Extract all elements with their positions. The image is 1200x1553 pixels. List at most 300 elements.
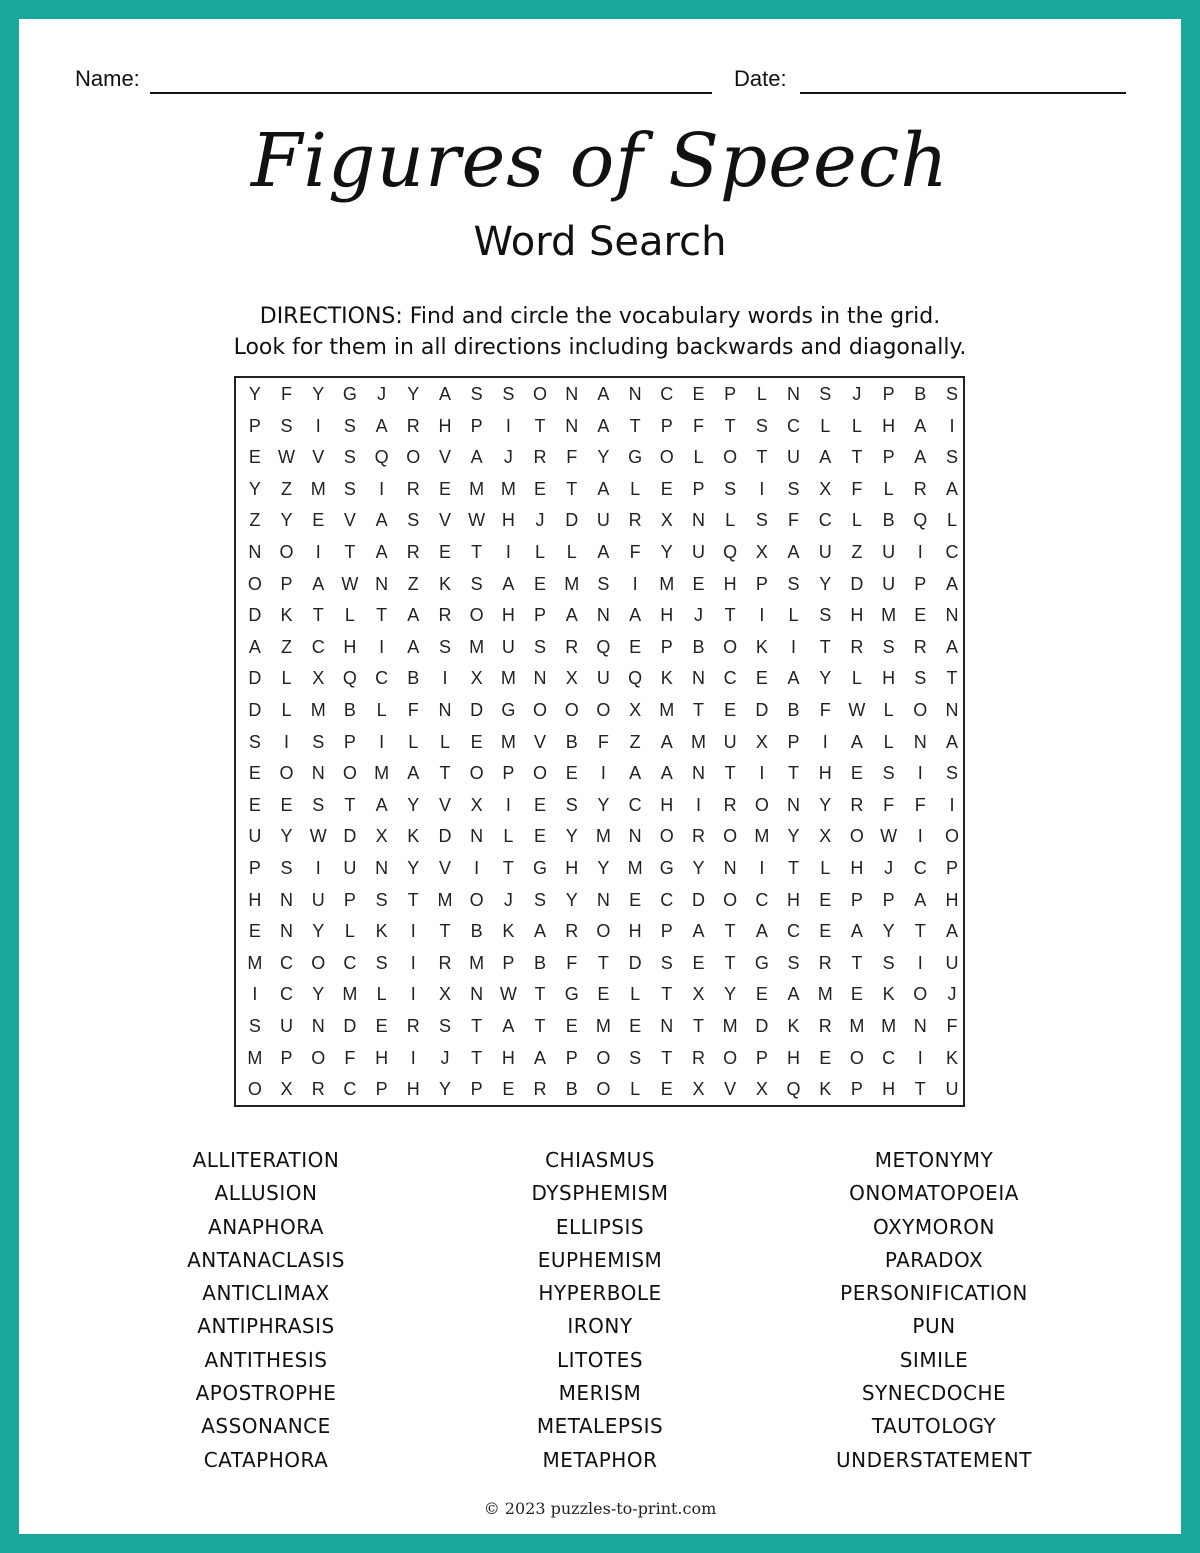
grid-letter[interactable]: M bbox=[595, 826, 611, 847]
grid-letter[interactable]: A bbox=[438, 384, 451, 404]
grid-letter[interactable]: S bbox=[724, 478, 737, 499]
grid-letter[interactable]: N bbox=[691, 763, 705, 784]
grid-letter[interactable]: N bbox=[787, 794, 801, 815]
grid-letter[interactable]: T bbox=[407, 889, 419, 910]
grid-letter[interactable]: S bbox=[660, 952, 673, 973]
grid-letter[interactable]: I bbox=[505, 794, 511, 815]
grid-letter[interactable]: O bbox=[406, 447, 421, 468]
grid-letter[interactable]: R bbox=[438, 605, 452, 626]
grid-letter[interactable]: K bbox=[819, 1079, 832, 1100]
grid-letter[interactable]: K bbox=[502, 921, 515, 942]
grid-letter[interactable]: A bbox=[375, 542, 388, 562]
grid-letter[interactable]: H bbox=[787, 1047, 801, 1068]
grid-letter[interactable]: Y bbox=[407, 384, 420, 404]
grid-letter[interactable]: Y bbox=[565, 826, 578, 847]
grid-letter[interactable]: U bbox=[596, 510, 610, 531]
grid-letter[interactable]: D bbox=[850, 573, 864, 594]
grid-letter[interactable]: C bbox=[660, 384, 674, 404]
grid-letter[interactable]: A bbox=[850, 731, 863, 752]
grid-letter[interactable]: N bbox=[945, 700, 959, 720]
grid-letter[interactable]: E bbox=[597, 984, 610, 1005]
grid-letter[interactable]: P bbox=[502, 952, 515, 973]
grid-letter[interactable]: I bbox=[917, 1047, 923, 1068]
grid-letter[interactable]: P bbox=[375, 1079, 388, 1100]
grid-letter[interactable]: I bbox=[315, 542, 321, 562]
grid-letter[interactable]: A bbox=[660, 731, 673, 752]
grid-letter[interactable]: P bbox=[343, 889, 356, 910]
grid-letter[interactable]: W bbox=[468, 510, 486, 531]
grid-letter[interactable]: A bbox=[534, 1047, 547, 1068]
grid-letter[interactable]: S bbox=[534, 889, 547, 910]
grid-letter[interactable]: I bbox=[315, 415, 321, 436]
grid-letter[interactable]: E bbox=[565, 763, 578, 784]
grid-letter[interactable]: B bbox=[470, 921, 483, 942]
grid-letter[interactable]: O bbox=[723, 447, 738, 468]
grid-letter[interactable]: M bbox=[722, 1016, 738, 1036]
grid-letter[interactable]: R bbox=[406, 542, 420, 562]
grid-letter[interactable]: L bbox=[439, 731, 450, 752]
grid-letter[interactable]: O bbox=[596, 921, 611, 942]
grid-letter[interactable]: S bbox=[755, 510, 768, 531]
grid-letter[interactable]: Y bbox=[819, 794, 832, 815]
grid-letter[interactable]: A bbox=[597, 542, 610, 562]
grid-letter[interactable]: C bbox=[280, 952, 294, 973]
grid-letter[interactable]: L bbox=[820, 415, 831, 436]
grid-letter[interactable]: E bbox=[248, 763, 261, 784]
grid-letter[interactable]: U bbox=[501, 636, 515, 657]
grid-letter[interactable]: S bbox=[882, 636, 895, 657]
grid-letter[interactable]: X bbox=[470, 794, 483, 815]
grid-letter[interactable]: O bbox=[279, 542, 294, 562]
grid-letter[interactable]: O bbox=[944, 826, 959, 847]
grid-letter[interactable]: E bbox=[755, 984, 768, 1005]
grid-letter[interactable]: D bbox=[755, 1016, 769, 1036]
grid-letter[interactable]: S bbox=[597, 573, 610, 594]
grid-letter[interactable]: T bbox=[692, 1016, 704, 1036]
grid-letter[interactable]: H bbox=[501, 605, 515, 626]
grid-letter[interactable]: S bbox=[343, 415, 356, 436]
grid-letter[interactable]: S bbox=[787, 478, 800, 499]
grid-letter[interactable]: T bbox=[566, 478, 578, 499]
grid-letter[interactable]: A bbox=[914, 415, 927, 436]
grid-letter[interactable]: F bbox=[946, 1016, 958, 1036]
grid-letter[interactable]: T bbox=[724, 921, 736, 942]
grid-letter[interactable]: H bbox=[723, 573, 737, 594]
grid-letter[interactable]: P bbox=[945, 858, 958, 878]
grid-letter[interactable]: K bbox=[407, 826, 420, 847]
grid-letter[interactable]: D bbox=[691, 889, 705, 910]
grid-letter[interactable]: F bbox=[597, 731, 609, 752]
grid-letter[interactable]: S bbox=[248, 1016, 261, 1036]
grid-letter[interactable]: F bbox=[883, 794, 895, 815]
grid-letter[interactable]: A bbox=[597, 415, 610, 436]
grid-letter[interactable]: A bbox=[565, 605, 578, 626]
grid-letter[interactable]: G bbox=[754, 952, 769, 973]
grid-letter[interactable]: H bbox=[660, 794, 674, 815]
grid-letter[interactable]: A bbox=[692, 921, 705, 942]
grid-letter[interactable]: S bbox=[945, 384, 958, 404]
grid-letter[interactable]: T bbox=[629, 415, 641, 436]
grid-letter[interactable]: R bbox=[406, 1016, 420, 1036]
grid-letter[interactable]: T bbox=[661, 1047, 673, 1068]
grid-letter[interactable]: N bbox=[438, 700, 452, 720]
grid-letter[interactable]: L bbox=[630, 984, 641, 1005]
grid-letter[interactable]: E bbox=[819, 889, 832, 910]
grid-letter[interactable]: L bbox=[630, 478, 641, 499]
grid-letter[interactable]: M bbox=[564, 573, 580, 594]
grid-letter[interactable]: O bbox=[849, 1047, 864, 1068]
grid-letter[interactable]: L bbox=[408, 731, 419, 752]
grid-letter[interactable]: U bbox=[882, 542, 896, 562]
grid-letter[interactable]: P bbox=[882, 889, 895, 910]
grid-letter[interactable]: M bbox=[437, 889, 453, 910]
grid-letter[interactable]: A bbox=[660, 763, 673, 784]
grid-letter[interactable]: E bbox=[692, 384, 705, 404]
grid-letter[interactable]: A bbox=[248, 636, 261, 657]
grid-letter[interactable]: F bbox=[692, 415, 704, 436]
grid-letter[interactable]: I bbox=[379, 731, 385, 752]
grid-letter[interactable]: R bbox=[913, 636, 927, 657]
grid-letter[interactable]: T bbox=[914, 1079, 926, 1100]
grid-letter[interactable]: I bbox=[284, 731, 290, 752]
grid-letter[interactable]: R bbox=[533, 1079, 547, 1100]
grid-letter[interactable]: C bbox=[343, 952, 357, 973]
grid-letter[interactable]: O bbox=[311, 1047, 326, 1068]
grid-letter[interactable]: Z bbox=[281, 636, 293, 657]
grid-letter[interactable]: T bbox=[471, 542, 483, 562]
grid-letter[interactable]: H bbox=[343, 636, 357, 657]
grid-letter[interactable]: L bbox=[503, 826, 514, 847]
grid-letter[interactable]: I bbox=[315, 858, 321, 878]
grid-letter[interactable]: V bbox=[438, 447, 451, 468]
grid-letter[interactable]: D bbox=[628, 952, 642, 973]
grid-letter[interactable]: I bbox=[695, 794, 701, 815]
grid-letter[interactable]: E bbox=[629, 636, 642, 657]
grid-letter[interactable]: I bbox=[917, 826, 923, 847]
grid-letter[interactable]: Q bbox=[342, 668, 357, 689]
grid-letter[interactable]: S bbox=[248, 731, 261, 752]
grid-letter[interactable]: Z bbox=[407, 573, 419, 594]
grid-letter[interactable]: A bbox=[945, 573, 958, 594]
grid-letter[interactable]: M bbox=[627, 858, 643, 878]
grid-letter[interactable]: P bbox=[787, 731, 800, 752]
grid-letter[interactable]: H bbox=[501, 1047, 515, 1068]
grid-letter[interactable]: A bbox=[819, 447, 832, 468]
grid-letter[interactable]: P bbox=[914, 573, 927, 594]
grid-letter[interactable]: X bbox=[312, 668, 325, 689]
grid-letter[interactable]: E bbox=[502, 1079, 515, 1100]
grid-letter[interactable]: X bbox=[755, 1079, 768, 1100]
grid-letter[interactable]: C bbox=[628, 794, 642, 815]
grid-letter[interactable]: K bbox=[882, 984, 895, 1005]
grid-letter[interactable]: E bbox=[660, 478, 673, 499]
grid-letter[interactable]: U bbox=[343, 858, 357, 878]
grid-letter[interactable]: L bbox=[851, 668, 862, 689]
grid-letter[interactable]: G bbox=[342, 384, 357, 404]
grid-letter[interactable]: G bbox=[659, 858, 674, 878]
grid-letter[interactable]: O bbox=[533, 763, 548, 784]
grid-letter[interactable]: P bbox=[280, 1047, 293, 1068]
grid-letter[interactable]: E bbox=[819, 921, 832, 942]
grid-letter[interactable]: J bbox=[884, 858, 894, 878]
grid-letter[interactable]: T bbox=[851, 952, 863, 973]
grid-letter[interactable]: A bbox=[502, 1016, 515, 1036]
grid-letter[interactable]: L bbox=[820, 858, 831, 878]
grid-letter[interactable]: E bbox=[248, 794, 261, 815]
grid-letter[interactable]: F bbox=[851, 478, 863, 499]
grid-letter[interactable]: M bbox=[754, 826, 770, 847]
grid-letter[interactable]: S bbox=[438, 1016, 451, 1036]
grid-letter[interactable]: U bbox=[596, 668, 610, 689]
grid-letter[interactable]: T bbox=[724, 763, 736, 784]
grid-letter[interactable]: E bbox=[850, 763, 863, 784]
grid-letter[interactable]: M bbox=[469, 952, 485, 973]
grid-letter[interactable]: T bbox=[724, 605, 736, 626]
grid-letter[interactable]: X bbox=[438, 984, 451, 1005]
grid-letter[interactable]: I bbox=[505, 542, 511, 562]
grid-letter[interactable]: N bbox=[470, 984, 484, 1005]
grid-letter[interactable]: I bbox=[410, 952, 416, 973]
grid-letter[interactable]: Q bbox=[596, 636, 611, 657]
grid-letter[interactable]: H bbox=[882, 415, 896, 436]
grid-letter[interactable]: C bbox=[945, 542, 959, 562]
grid-letter[interactable]: R bbox=[691, 826, 705, 847]
grid-letter[interactable]: H bbox=[818, 763, 832, 784]
grid-letter[interactable]: Y bbox=[597, 794, 610, 815]
grid-letter[interactable]: R bbox=[406, 478, 420, 499]
grid-letter[interactable]: F bbox=[281, 384, 293, 404]
grid-letter[interactable]: I bbox=[379, 636, 385, 657]
grid-letter[interactable]: N bbox=[280, 889, 294, 910]
grid-letter[interactable]: T bbox=[344, 542, 356, 562]
grid-letter[interactable]: U bbox=[787, 447, 801, 468]
grid-letter[interactable]: X bbox=[755, 542, 768, 562]
grid-letter[interactable]: Y bbox=[660, 542, 673, 562]
grid-letter[interactable]: A bbox=[375, 510, 388, 531]
grid-letter[interactable]: O bbox=[342, 763, 357, 784]
grid-letter[interactable]: X bbox=[375, 826, 388, 847]
grid-letter[interactable]: V bbox=[438, 858, 451, 878]
grid-letter[interactable]: O bbox=[469, 605, 484, 626]
grid-letter[interactable]: L bbox=[376, 700, 387, 720]
grid-letter[interactable]: L bbox=[851, 415, 862, 436]
grid-letter[interactable]: H bbox=[628, 921, 642, 942]
grid-letter[interactable]: O bbox=[659, 826, 674, 847]
grid-letter[interactable]: Q bbox=[628, 668, 643, 689]
grid-letter[interactable]: L bbox=[883, 731, 894, 752]
grid-letter[interactable]: M bbox=[374, 763, 390, 784]
grid-letter[interactable]: C bbox=[818, 510, 832, 531]
grid-letter[interactable]: C bbox=[311, 636, 325, 657]
grid-letter[interactable]: X bbox=[629, 700, 642, 720]
grid-letter[interactable]: N bbox=[660, 1016, 674, 1036]
grid-letter[interactable]: F bbox=[566, 447, 578, 468]
grid-letter[interactable]: F bbox=[629, 542, 641, 562]
grid-letter[interactable]: C bbox=[913, 858, 927, 878]
grid-letter[interactable]: H bbox=[850, 605, 864, 626]
grid-letter[interactable]: T bbox=[819, 636, 831, 657]
grid-letter[interactable]: M bbox=[310, 700, 326, 720]
grid-letter[interactable]: D bbox=[438, 826, 452, 847]
grid-letter[interactable]: Q bbox=[913, 510, 928, 531]
grid-letter[interactable]: U bbox=[945, 1079, 959, 1100]
grid-letter[interactable]: K bbox=[280, 605, 293, 626]
grid-letter[interactable]: S bbox=[280, 858, 293, 878]
grid-letter[interactable]: D bbox=[248, 700, 262, 720]
grid-letter[interactable]: I bbox=[410, 1047, 416, 1068]
grid-letter[interactable]: O bbox=[279, 763, 294, 784]
grid-letter[interactable]: R bbox=[723, 794, 737, 815]
grid-letter[interactable]: Y bbox=[724, 984, 737, 1005]
date-field[interactable] bbox=[800, 92, 1126, 94]
grid-letter[interactable]: S bbox=[343, 478, 356, 499]
grid-letter[interactable]: I bbox=[917, 542, 923, 562]
grid-letter[interactable]: I bbox=[759, 605, 765, 626]
grid-letter[interactable]: B bbox=[565, 1079, 578, 1100]
grid-letter[interactable]: L bbox=[376, 984, 387, 1005]
grid-letter[interactable]: L bbox=[883, 478, 894, 499]
grid-letter[interactable]: O bbox=[596, 1047, 611, 1068]
grid-letter[interactable]: X bbox=[755, 731, 768, 752]
grid-letter[interactable]: N bbox=[628, 384, 642, 404]
grid-letter[interactable]: S bbox=[312, 794, 325, 815]
grid-letter[interactable]: Y bbox=[407, 858, 420, 878]
grid-letter[interactable]: S bbox=[882, 763, 895, 784]
grid-letter[interactable]: T bbox=[471, 1047, 483, 1068]
grid-letter[interactable]: M bbox=[247, 1047, 263, 1068]
grid-letter[interactable]: H bbox=[882, 668, 896, 689]
grid-letter[interactable]: P bbox=[755, 1047, 768, 1068]
grid-letter[interactable]: P bbox=[660, 921, 673, 942]
grid-letter[interactable]: Q bbox=[786, 1079, 801, 1100]
grid-letter[interactable]: I bbox=[759, 763, 765, 784]
grid-letter[interactable]: L bbox=[883, 700, 894, 720]
grid-letter[interactable]: G bbox=[564, 984, 579, 1005]
grid-letter[interactable]: P bbox=[470, 415, 483, 436]
grid-letter[interactable]: A bbox=[375, 415, 388, 436]
grid-letter[interactable]: E bbox=[312, 510, 325, 531]
grid-letter[interactable]: S bbox=[470, 384, 483, 404]
grid-letter[interactable]: L bbox=[630, 1079, 641, 1100]
grid-letter[interactable]: T bbox=[946, 668, 958, 689]
grid-letter[interactable]: P bbox=[660, 415, 673, 436]
grid-letter[interactable]: S bbox=[819, 605, 832, 626]
grid-letter[interactable]: I bbox=[410, 984, 416, 1005]
grid-letter[interactable]: N bbox=[691, 510, 705, 531]
grid-letter[interactable]: N bbox=[565, 384, 579, 404]
grid-letter[interactable]: N bbox=[596, 605, 610, 626]
grid-letter[interactable]: O bbox=[247, 573, 262, 594]
grid-letter[interactable]: T bbox=[756, 447, 768, 468]
grid-letter[interactable]: Y bbox=[882, 921, 895, 942]
grid-letter[interactable]: D bbox=[470, 700, 484, 720]
grid-letter[interactable]: O bbox=[469, 889, 484, 910]
grid-letter[interactable]: X bbox=[470, 668, 483, 689]
grid-letter[interactable]: X bbox=[565, 668, 578, 689]
grid-letter[interactable]: T bbox=[724, 415, 736, 436]
grid-letter[interactable]: N bbox=[375, 858, 389, 878]
grid-letter[interactable]: E bbox=[629, 889, 642, 910]
grid-letter[interactable]: Y bbox=[692, 858, 705, 878]
grid-letter[interactable]: E bbox=[534, 573, 547, 594]
grid-letter[interactable]: C bbox=[882, 1047, 896, 1068]
grid-letter[interactable]: A bbox=[407, 763, 420, 784]
grid-letter[interactable]: N bbox=[533, 668, 547, 689]
grid-letter[interactable]: O bbox=[596, 700, 611, 720]
grid-letter[interactable]: O bbox=[533, 700, 548, 720]
grid-letter[interactable]: M bbox=[500, 478, 516, 499]
name-field[interactable] bbox=[150, 92, 712, 94]
grid-letter[interactable]: P bbox=[343, 731, 356, 752]
grid-letter[interactable]: T bbox=[692, 700, 704, 720]
grid-letter[interactable]: S bbox=[945, 447, 958, 468]
grid-letter[interactable]: U bbox=[691, 542, 705, 562]
grid-letter[interactable]: J bbox=[503, 447, 513, 468]
grid-letter[interactable]: L bbox=[788, 605, 799, 626]
grid-letter[interactable]: P bbox=[850, 889, 863, 910]
grid-letter[interactable]: B bbox=[343, 700, 356, 720]
grid-letter[interactable]: M bbox=[469, 636, 485, 657]
grid-letter[interactable]: C bbox=[787, 921, 801, 942]
grid-letter[interactable]: E bbox=[375, 1016, 388, 1036]
grid-letter[interactable]: A bbox=[787, 668, 800, 689]
grid-letter[interactable]: R bbox=[818, 952, 832, 973]
grid-letter[interactable]: N bbox=[375, 573, 389, 594]
grid-letter[interactable]: O bbox=[754, 794, 769, 815]
grid-letter[interactable]: T bbox=[851, 447, 863, 468]
grid-letter[interactable]: M bbox=[690, 731, 706, 752]
grid-letter[interactable]: I bbox=[474, 858, 480, 878]
grid-letter[interactable]: X bbox=[660, 510, 673, 531]
grid-letter[interactable]: S bbox=[787, 573, 800, 594]
grid-letter[interactable]: P bbox=[248, 415, 261, 436]
grid-letter[interactable]: B bbox=[692, 636, 705, 657]
grid-letter[interactable]: H bbox=[850, 858, 864, 878]
grid-letter[interactable]: H bbox=[375, 1047, 389, 1068]
grid-letter[interactable]: B bbox=[407, 668, 420, 689]
grid-letter[interactable]: L bbox=[281, 700, 292, 720]
grid-letter[interactable]: F bbox=[566, 952, 578, 973]
grid-letter[interactable]: A bbox=[470, 447, 483, 468]
grid-letter[interactable]: O bbox=[659, 447, 674, 468]
grid-letter[interactable]: O bbox=[723, 889, 738, 910]
grid-letter[interactable]: O bbox=[723, 826, 738, 847]
grid-letter[interactable]: I bbox=[949, 794, 955, 815]
grid-letter[interactable]: O bbox=[533, 384, 548, 404]
grid-letter[interactable]: R bbox=[565, 636, 579, 657]
grid-letter[interactable]: K bbox=[660, 668, 673, 689]
grid-letter[interactable]: I bbox=[791, 636, 797, 657]
grid-letter[interactable]: A bbox=[312, 573, 325, 594]
grid-letter[interactable]: C bbox=[343, 1079, 357, 1100]
grid-letter[interactable]: S bbox=[945, 763, 958, 784]
grid-letter[interactable]: B bbox=[565, 731, 578, 752]
grid-letter[interactable]: B bbox=[534, 952, 547, 973]
grid-letter[interactable]: E bbox=[819, 1047, 832, 1068]
grid-letter[interactable]: B bbox=[882, 510, 895, 531]
grid-letter[interactable]: K bbox=[375, 921, 388, 942]
grid-letter[interactable]: U bbox=[723, 731, 737, 752]
grid-letter[interactable]: O bbox=[469, 763, 484, 784]
grid-letter[interactable]: X bbox=[819, 826, 832, 847]
grid-letter[interactable]: V bbox=[343, 510, 356, 531]
grid-letter[interactable]: E bbox=[565, 1016, 578, 1036]
grid-letter[interactable]: T bbox=[376, 605, 388, 626]
grid-letter[interactable]: L bbox=[281, 668, 292, 689]
grid-letter[interactable]: W bbox=[499, 984, 517, 1005]
grid-letter[interactable]: O bbox=[564, 700, 579, 720]
grid-letter[interactable]: I bbox=[759, 478, 765, 499]
